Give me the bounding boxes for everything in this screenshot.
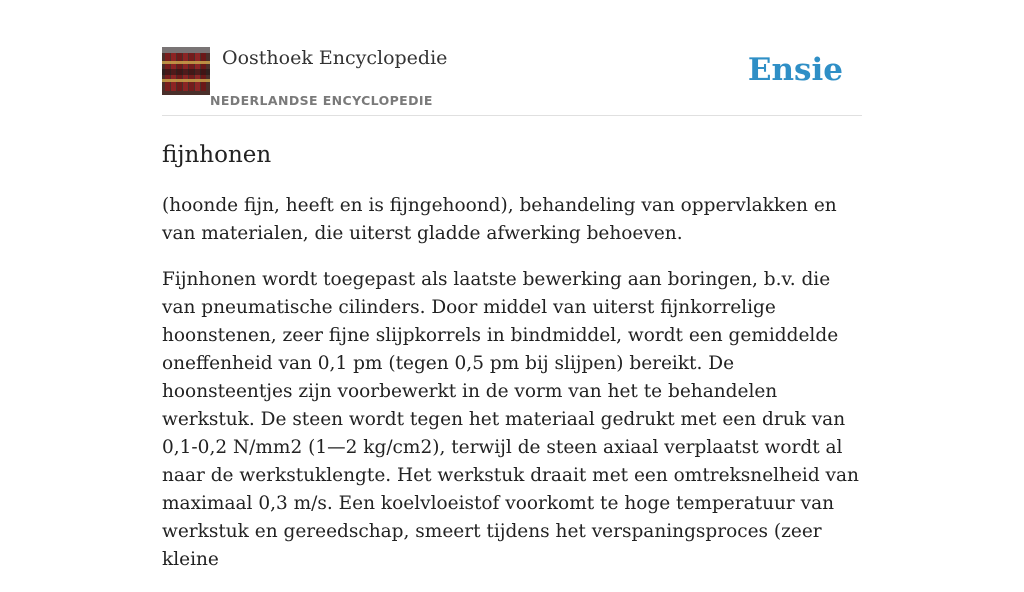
article-paragraph: Fijnhonen wordt toegepast als laatste bewerking aan boringen, b.v. die van pneumatische cilinders. Door middel van uiterst fijnkorrelige hoonstenen, zeer fijne slijpkorrels in bindmiddel, wordt een gemiddelde oneffenheid van 0,1 pm (tegen 0,5 pm bij slijpen) bereikt. De hoonsteentjes zijn voorbewerkt in de vorm van het te behandelen werkstuk. De steen wordt tegen het materiaal gedrukt met een druk van 0,1-0,2 N/mm2 (1—2 kg/cm2), terwijl de steen axiaal verplaatst wordt al naar de werkstuklengte. Het werkstuk draait met een omtreksnelheid van maximaal 0,3 m/s. Een koelvloeistof voorkomt te hoge temperatuur van werkstuk en gereedschap, smeert tijdens het verspaningsproces (zeer kleine	[162, 269, 859, 570]
brand-logo-text[interactable]: Ensie	[747, 52, 843, 88]
header-divider	[162, 115, 862, 116]
encyclopedia-books-icon[interactable]	[162, 47, 210, 95]
article-body	[162, 192, 862, 592]
article-title: fijnhonen	[162, 142, 272, 168]
article-paragraph: (hoonde fijn, heeft en is fijngehoond), behandeling van oppervlakken en van materialen, die uiterst gladde afwerking behoeven.	[162, 195, 837, 244]
site-header	[162, 46, 862, 116]
site-title[interactable]: Oosthoek Encyclopedie	[222, 47, 448, 69]
site-subtitle: NEDERLANDSE ENCYCLOPEDIE	[210, 93, 433, 108]
